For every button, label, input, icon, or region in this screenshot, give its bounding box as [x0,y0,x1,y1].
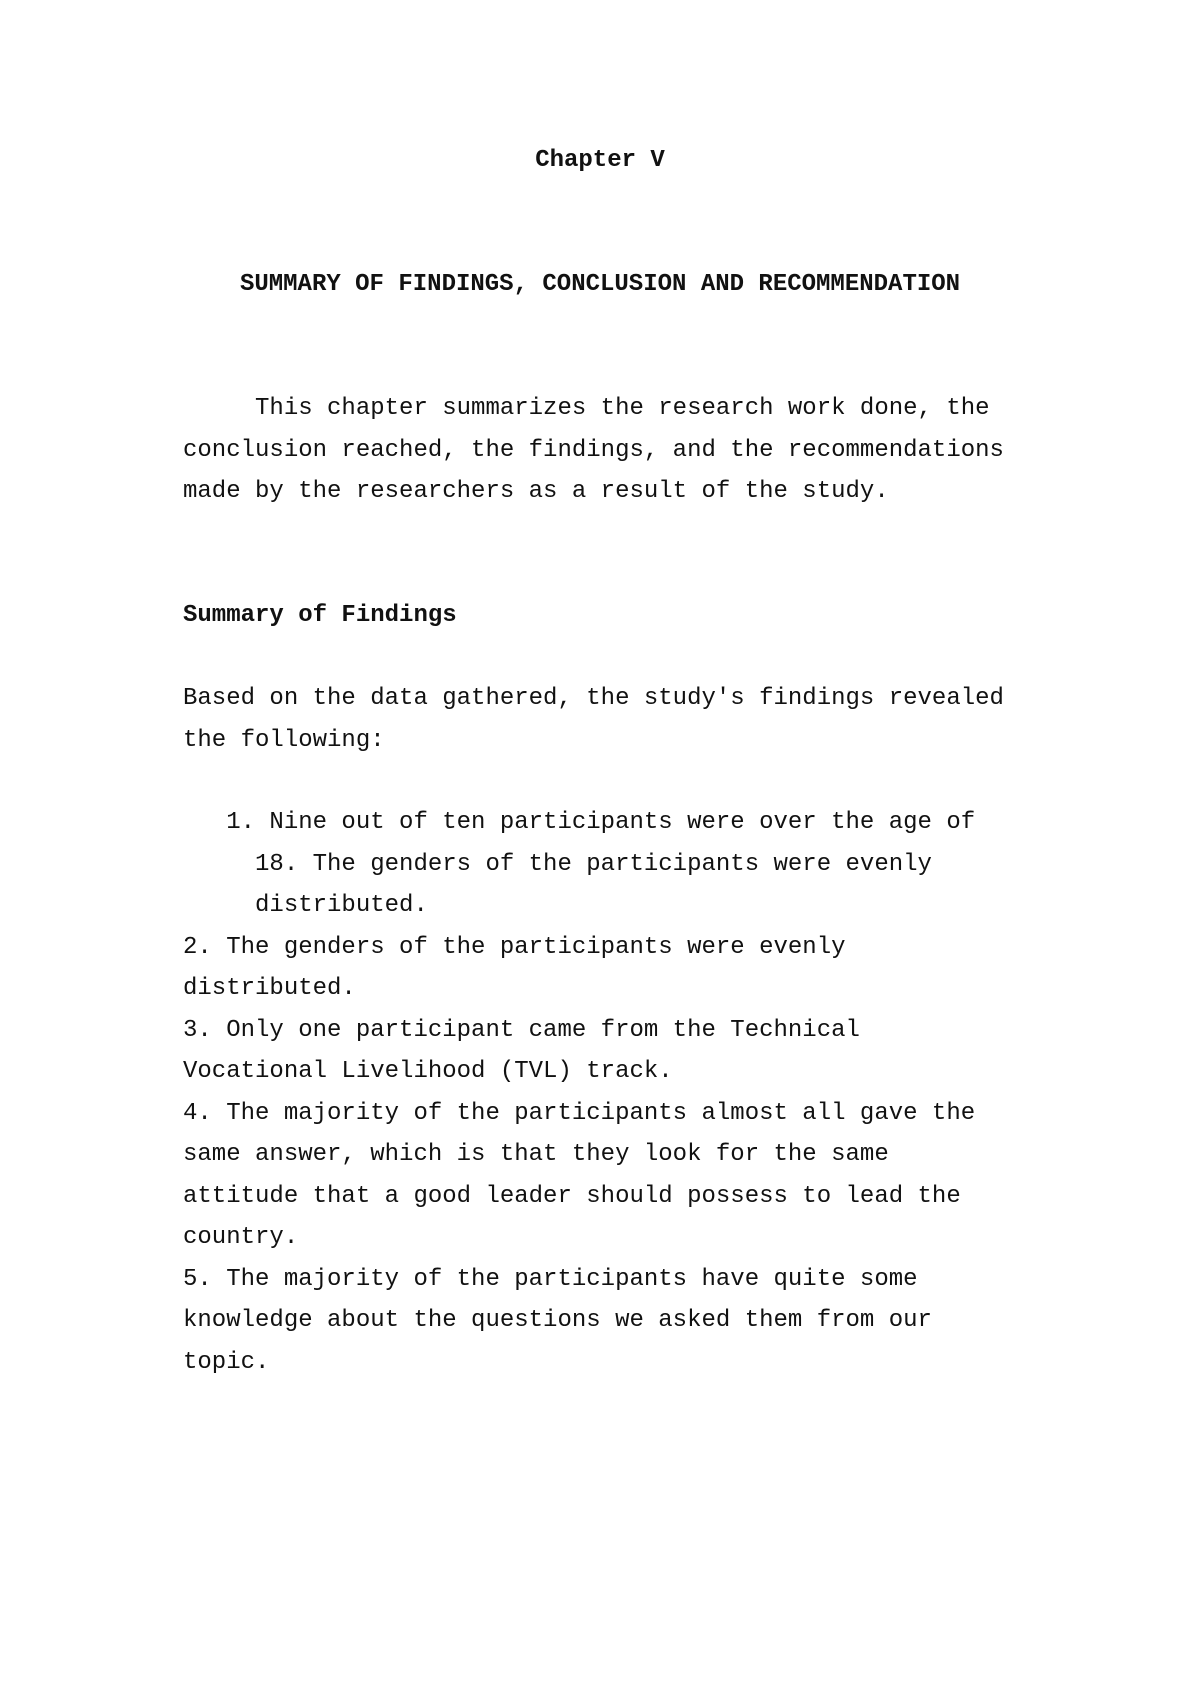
intro-line: made by the researchers as a result of the study. [183,478,889,505]
intro-line: This chapter summarizes the research work done, the [183,395,990,422]
finding-item-2 [183,927,1043,1010]
finding-line: 18. The genders of the participants were evenly [183,850,932,878]
findings-list [183,802,1043,1383]
intro-paragraph [183,388,1043,513]
finding-line: 4. The majority of the participants almost all gave the [183,1099,976,1127]
finding-line: 2. The genders of the participants were evenly [183,933,846,961]
finding-line: same answer, which is that they look for the same [183,1141,889,1168]
lead-line: the following: [183,726,385,754]
lead-line: Based on the data gathered, the study's findings revealed [183,685,1004,712]
finding-item-3 [183,1010,1043,1093]
section-title: SUMMARY OF FINDINGS, CONCLUSION AND RECOMMENDATION [239,271,961,298]
summary-subheading: Summary of Findings [183,602,457,629]
chapter-title: Chapter V [535,147,665,174]
finding-item-4 [183,1093,1043,1259]
finding-line: attitude that a good leader should possess to lead the [183,1182,961,1210]
intro-line: conclusion reached, the findings, and the recommendations [183,436,1004,464]
finding-line: topic. [183,1348,270,1376]
lead-paragraph [183,678,1043,761]
finding-line: country. [183,1224,299,1251]
finding-line: Vocational Livelihood (TVL) track. [183,1058,673,1085]
finding-line: distributed. [183,975,356,1002]
finding-item-1 [183,802,1043,927]
finding-line: knowledge about the questions we asked them from our [183,1307,932,1334]
finding-item-5 [183,1259,1043,1384]
finding-line: 3. Only one participant came from the Technical [183,1016,860,1044]
finding-line: 5. The majority of the participants have quite some [183,1265,918,1293]
finding-line: 1. Nine out of ten participants were over the age of [183,809,976,836]
finding-line: distributed. [183,892,428,919]
